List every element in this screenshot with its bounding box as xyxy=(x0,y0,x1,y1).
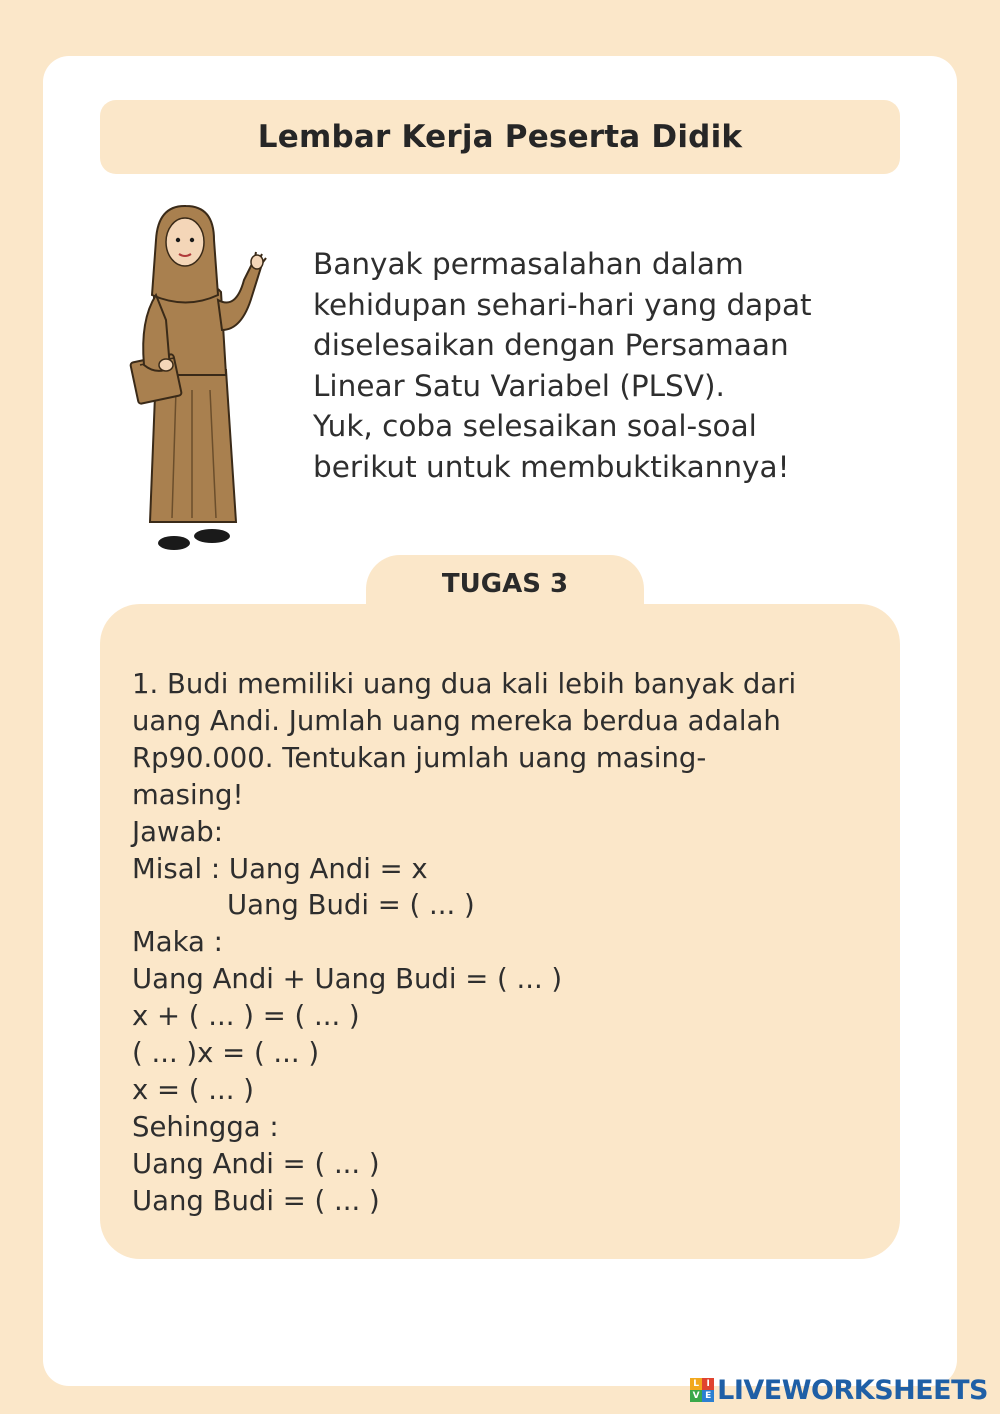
intro-line: Linear Satu Variabel (PLSV). xyxy=(313,368,725,403)
liveworksheets-watermark xyxy=(690,1374,988,1406)
result-budi-blank[interactable]: Uang Budi = ( ... ) xyxy=(132,1184,380,1217)
liveworksheets-logo-icon: L I V E xyxy=(690,1378,714,1402)
intro-line: berikut untuk membuktikannya! xyxy=(313,449,790,484)
teacher-illustration xyxy=(126,200,286,560)
intro-line: kehidupan sehari-hari yang dapat xyxy=(313,287,812,322)
task-label: TUGAS 3 xyxy=(441,569,569,599)
watermark-text: LIVEWORKSHEETS xyxy=(717,1374,988,1406)
misal-budi-blank[interactable]: Uang Budi = ( ... ) xyxy=(227,889,475,922)
question-line: Rp90.000. Tentukan jumlah uang masing- xyxy=(132,741,707,774)
answer-label: Jawab: xyxy=(132,815,224,848)
intro-line: Yuk, coba selesaikan soal-soal xyxy=(313,409,757,443)
question-line: uang Andi. Jumlah uang mereka berdua adalah xyxy=(132,704,781,737)
question-line: masing! xyxy=(132,778,244,811)
misal-line: Misal : Uang Andi = x xyxy=(132,852,428,885)
maka-label: Maka : xyxy=(132,926,223,959)
task-tab xyxy=(366,555,644,625)
sehingga-label: Sehingga : xyxy=(132,1110,279,1143)
question-line: 1. Budi memiliki uang dua kali lebih banyak dari xyxy=(132,668,797,700)
intro-text xyxy=(313,244,913,487)
result-andi-blank[interactable]: Uang Andi = ( ... ) xyxy=(132,1147,380,1180)
page-title: Lembar Kerja Peserta Didik xyxy=(257,119,743,155)
equation-step[interactable]: x + ( ... ) = ( ... ) xyxy=(132,1000,360,1033)
task-content xyxy=(132,666,872,1220)
intro-line: Banyak permasalahan dalam xyxy=(313,247,744,281)
equation-step[interactable]: ( ... )x = ( ... ) xyxy=(132,1037,320,1070)
equation-step[interactable]: x = ( ... ) xyxy=(132,1073,254,1106)
equation-step[interactable]: Uang Andi + Uang Budi = ( ... ) xyxy=(132,963,563,996)
intro-line: diselesaikan dengan Persamaan xyxy=(313,328,789,362)
title-bar xyxy=(100,100,900,174)
